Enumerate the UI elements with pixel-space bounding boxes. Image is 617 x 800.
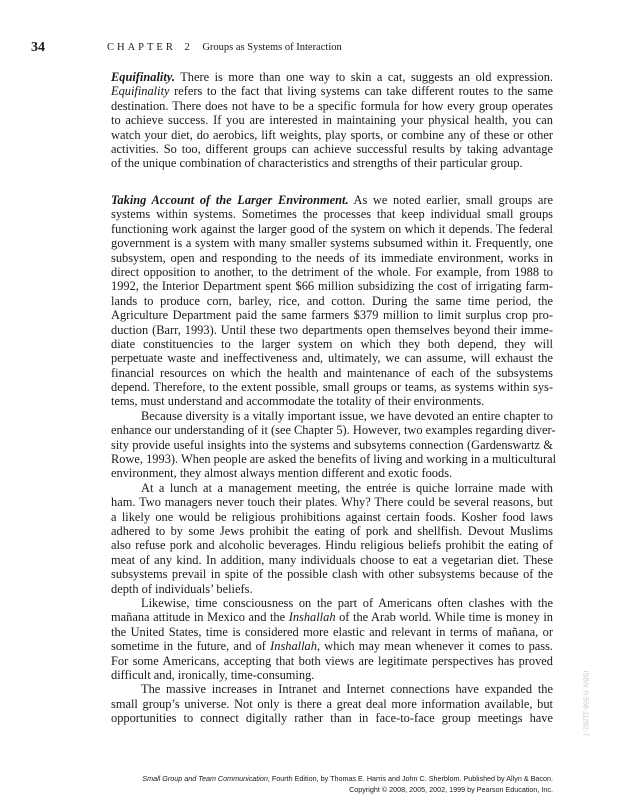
text-line: enhance our understanding of it (see Chapter 5). However, two examples regarding diver- — [111, 423, 556, 438]
text-line: duction (Barr, 1993). Until these two departments open themselves beyond their imme- — [111, 322, 553, 337]
running-head — [107, 42, 342, 53]
chapter-number: 2 — [184, 42, 190, 53]
text-line: adhered to by some Jews prohibit the eating of pork and shellfish. Devout Muslims — [111, 523, 553, 538]
paragraph — [111, 481, 553, 596]
footer-citation — [142, 774, 553, 783]
text-line: financial resources on which the health and maintenance of each of the subsystems — [111, 365, 553, 380]
text-line: small group’s universe. Not only is there a great deal more information available, but — [111, 696, 553, 711]
text-line: subsystems prevail in spite of the possible clash with other subsystems because of the — [111, 567, 553, 582]
text-line: perpetuate waste and ineffectiveness and, ultimately, we can assume, will exhaust the — [111, 351, 553, 366]
footer-book-title: Small Group and Team Communication — [142, 774, 268, 783]
paragraph — [111, 193, 553, 409]
text-run: refers to the fact that living systems can take different routes to the same — [169, 84, 553, 99]
text-line: also refuse pork and alcoholic beverages. Hindu religious beliefs prohibit the eating of — [111, 538, 553, 553]
italic-term: Inshallah — [288, 610, 336, 625]
text-line: tems, must understand and accommodate the totality of their environments. — [111, 394, 485, 409]
page-number: 34 — [31, 40, 45, 55]
text-line: 1992, the Interior Department spent $66 million subsidizing the cost of irrigating farm- — [111, 279, 553, 294]
paragraph — [111, 70, 553, 171]
text-line: depend. Therefore, to the extent possible, small groups or teams, as systems within sys- — [111, 380, 553, 395]
text-run: sometime in the future, and of — [111, 639, 271, 654]
paragraph — [111, 408, 557, 481]
text-line: environment, they almost always mention different and exotic foods. — [111, 466, 453, 481]
text-line: watch your diet, do aerobics, lift weights, play sports, or combine any of these or other — [111, 127, 553, 142]
text-run: of the Arab world. While time is money in — [335, 610, 553, 625]
text-line — [111, 84, 553, 98]
italic-term: Equifinality — [111, 84, 170, 99]
text-run: As we noted earlier, small groups are — [348, 193, 553, 207]
text-line: Rowe, 1993). When people are asked the benefits of living and working in a multicultural — [111, 452, 557, 467]
text-line: systems within systems. Sometimes the processes that keep individual small groups — [111, 207, 553, 222]
footer-citation-text: , Fourth Edition, by Thomas E. Harris and John C. Sherblom. Published by Allyn & Bacon. — [267, 774, 553, 783]
paragraph — [111, 682, 553, 725]
text-line: sity provide useful insights into the systems and subsytems connection (Gardenswartz & — [111, 437, 553, 452]
text-line: to achieve success. If you are interested in maintaining your physical health, you can — [111, 113, 553, 128]
text-line: meat of any kind. In addition, many individuals choose to eat a vegetarian diet. These — [111, 552, 553, 567]
text-line — [111, 70, 553, 84]
text-line: a likely one would be religious prohibitions against certain foods. Kosher food laws — [111, 509, 553, 524]
paragraph — [111, 596, 553, 682]
text-line: depth of individuals’ beliefs. — [111, 581, 253, 596]
italic-term: Inshallah, — [270, 639, 321, 654]
section-equifinality — [111, 70, 553, 171]
text-line — [111, 193, 553, 207]
text-line: functioning work against the larger good of the system on which it depends. The federal — [111, 221, 553, 236]
text-line — [111, 610, 553, 624]
section-larger-environment — [111, 193, 557, 726]
text-line: government is a system with many smaller systems subsumed within it. Frequently, one — [111, 236, 553, 251]
text-line: lands to produce corn, barley, rice, and cotton. During the same time period, the — [111, 293, 553, 308]
text-line: ham. Two managers never touch their plates. Why? There could be several reasons, but — [111, 495, 553, 510]
text-line: Agriculture Department paid the same farmers $379 million to limit surplus crop pro- — [111, 308, 553, 323]
text-line — [111, 639, 553, 653]
text-line: At a lunch at a management meeting, the entrée is quiche lorraine made with — [141, 480, 553, 495]
run-in-heading: Taking Account of the Larger Environment. — [111, 193, 349, 207]
text-line: the United States, time is considered more elastic and relevant in terms of mañana, or — [111, 624, 553, 639]
chapter-label: CHAPTER — [107, 42, 176, 53]
text-line: Because diversity is a vitally important issue, we have devoted an entire chapter to — [141, 408, 553, 423]
text-line: subsystem, open and responding to the needs of its immediate environment, works in — [111, 250, 553, 265]
run-in-heading: Equifinality. — [111, 70, 175, 84]
isbn-watermark: ISBN: 0-558-11282-7 — [581, 670, 589, 737]
text-run: There is more than one way to skin a cat, suggests an old expression. — [174, 70, 553, 84]
text-line: direct opposition to another, to the detriment of the whole. For example, from 1988 to — [111, 264, 553, 279]
text-run: mañana attitude in Mexico and the — [111, 610, 289, 625]
text-line: destination. There does not have to be a specific formula for how every group operates — [111, 98, 553, 113]
text-line: The massive increases in Intranet and Internet connections have expanded the — [141, 682, 553, 697]
text-line: difficult and, ironically, time-consuming. — [111, 667, 315, 682]
text-line: opportunities to connect digitally rather than in face-to-face group meetings have — [111, 711, 553, 726]
text-line: of the unique combination of characteristics and strengths of their particular group. — [111, 156, 523, 171]
text-line: activities. So too, different groups can achieve successful results by taking advantage — [111, 141, 553, 156]
text-line: For some Americans, accepting that both views are legitimate perspectives has proved — [111, 653, 553, 668]
text-line: Likewise, time consciousness on the part of Americans often clashes with the — [141, 595, 553, 610]
chapter-title: Groups as Systems of Interaction — [202, 42, 342, 53]
text-line: diate constituencies to the larger system on which they both depend, they will — [111, 336, 553, 351]
text-run: which may mean whenever it comes to pass. — [320, 639, 553, 654]
footer-copyright: Copyright © 2008, 2005, 2002, 1999 by Pearson Education, Inc. — [349, 785, 553, 794]
